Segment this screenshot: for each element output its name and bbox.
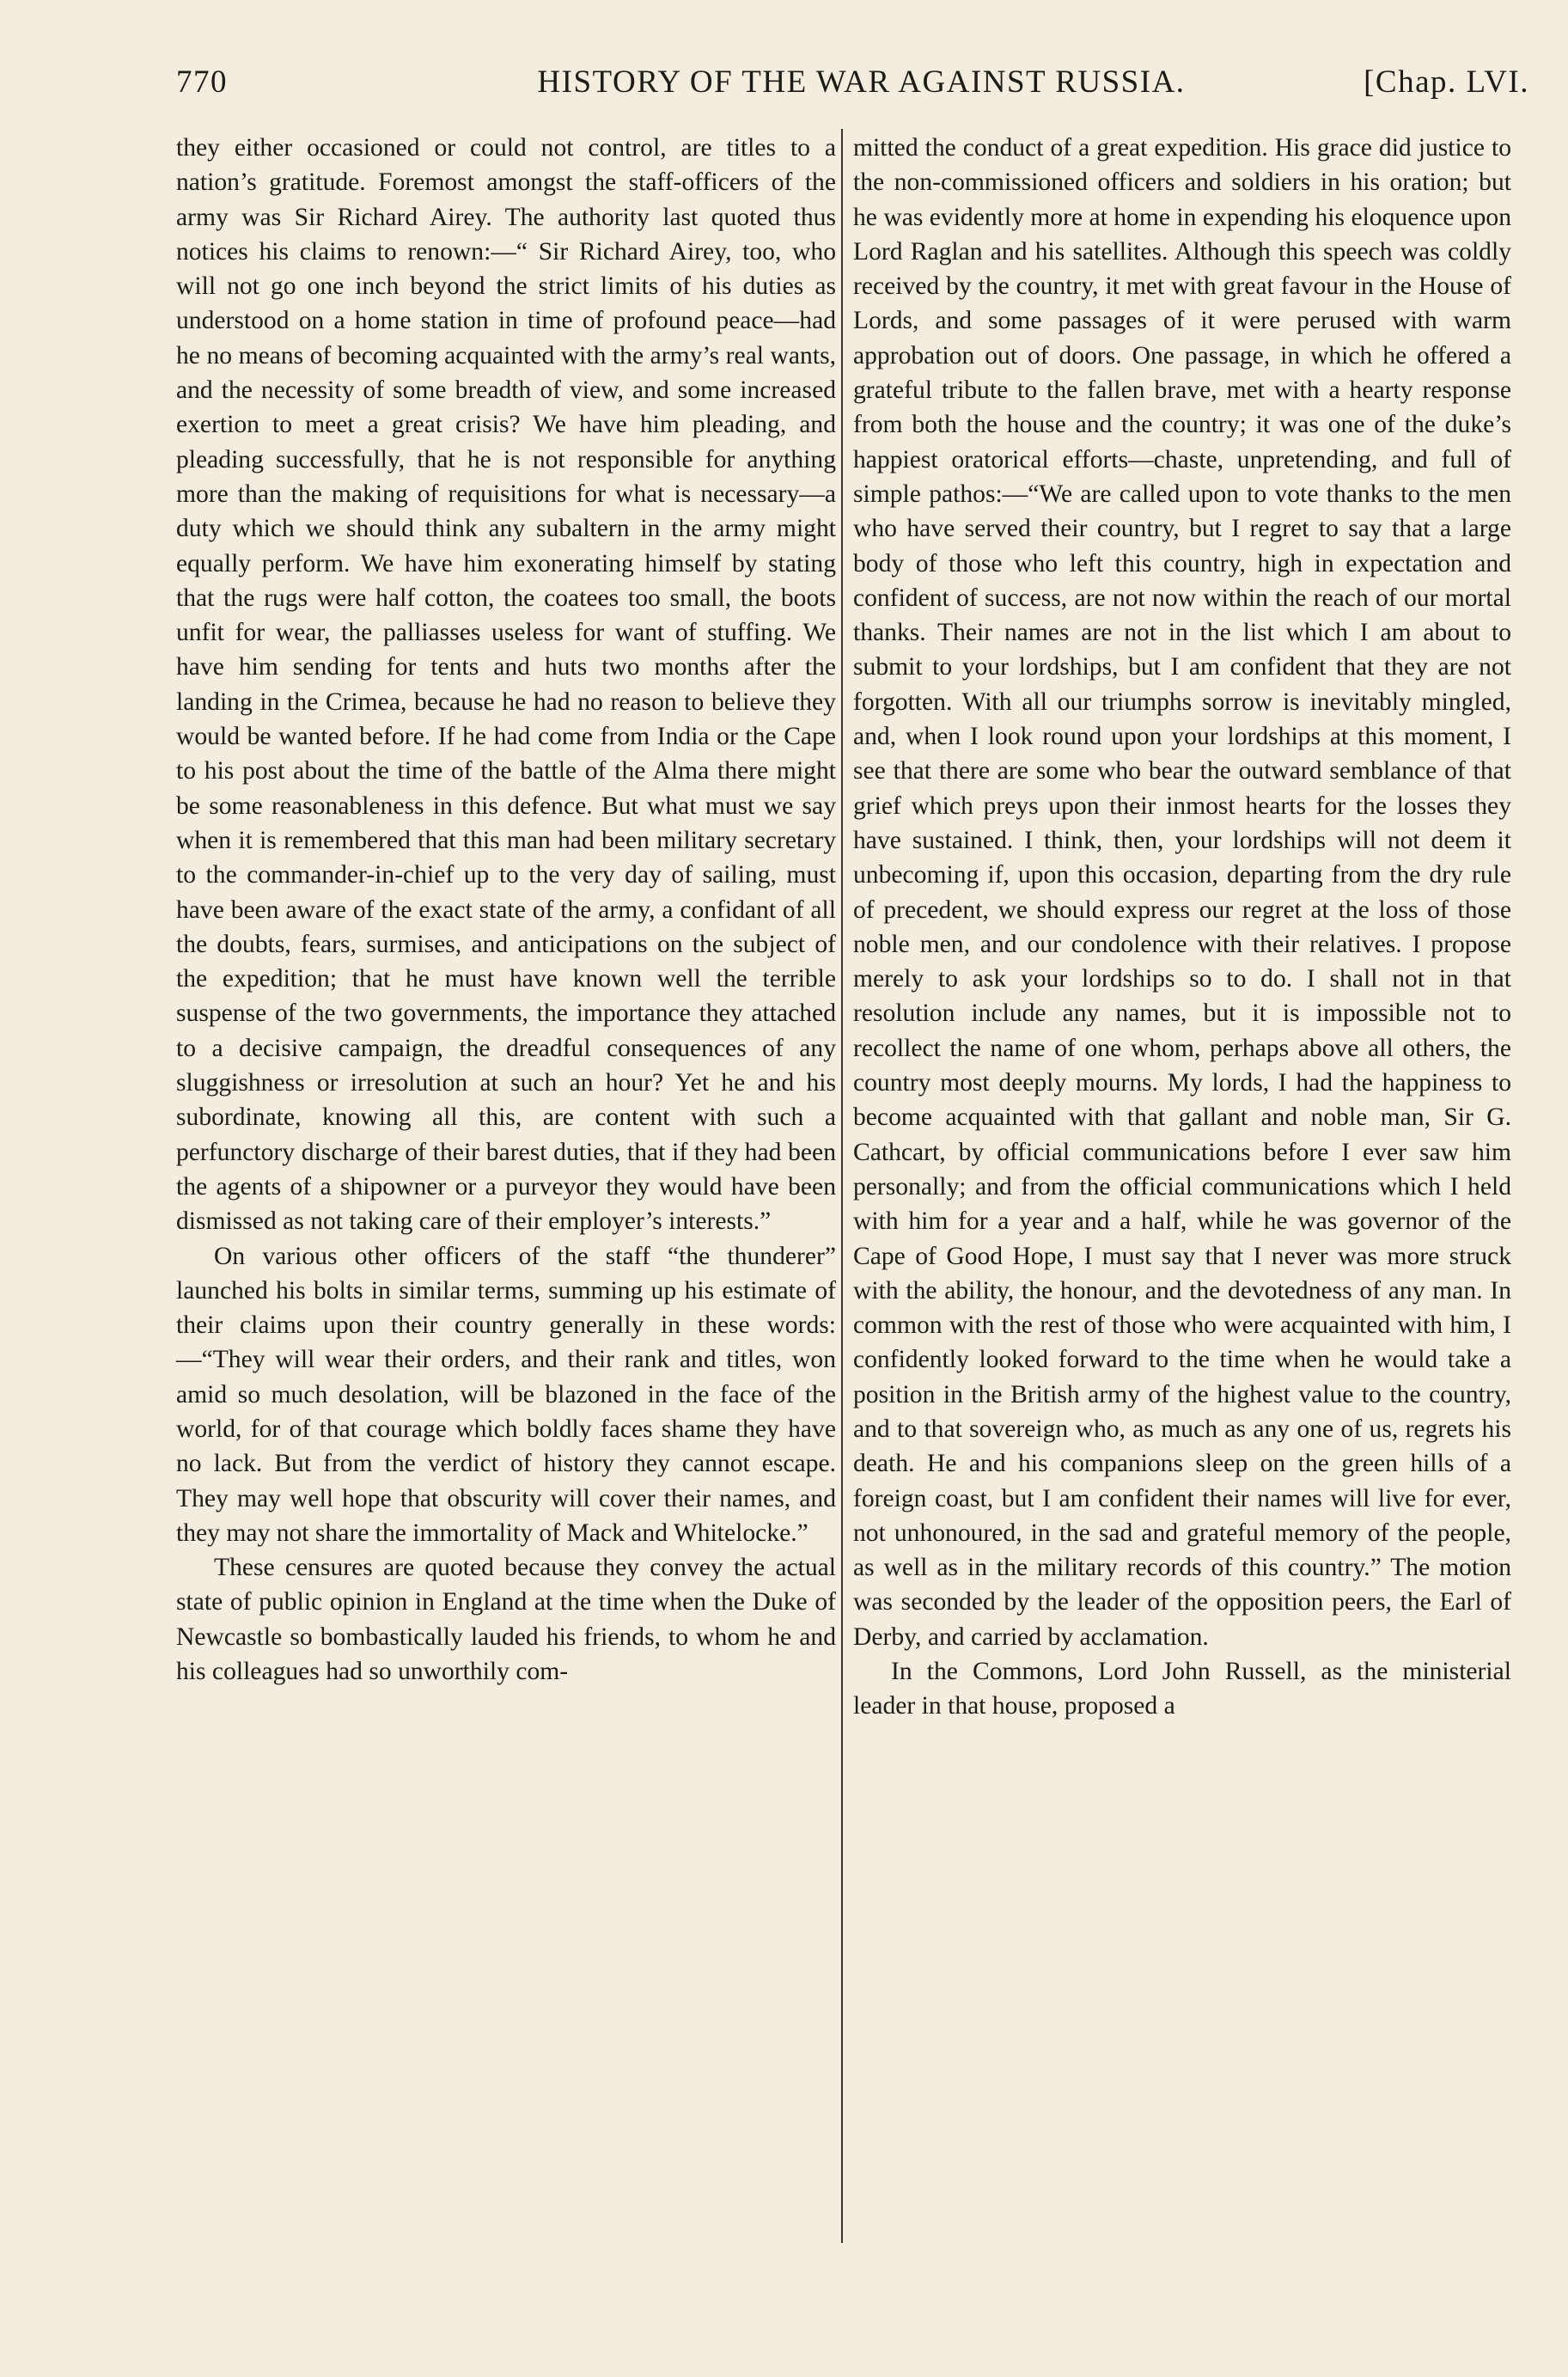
running-title: HISTORY OF THE WAR AGAINST RUSSIA. (537, 64, 1186, 100)
left-paragraph-1: they either occasioned or could not control, are titles to a nation’s gratitude. Foremost amongst the staff-officers of the army was Sir Richard Airey. The authority last quoted thus notices his claims to renown:—“ Sir Richard Airey, too, who will not go one inch beyond the strict limits of his duties as understood on a home station in time of profound peace—had he no means of becoming acquainted with the army’s real wants, and the necessity of some breadth of view, and some increased exertion to meet a great crisis? We have him pleading, and pleading successfully, that he is not responsible for anything more than the making of requisitions for what is necessary—a duty which we should think any subaltern in the army might equally perform. We have him exonerating himself by stating that the rugs were half cotton, the coatees too small, the boots unfit for wear, the palliasses useless for want of stuffing. We have him sending for tents and huts two months after the landing in the Crimea, because he had no reason to believe they would be wanted before. If he had come from India or the Cape to his post about the time of the battle of the Alma there might be some reasonableness in this defence. But what must we say when it is remembered that this man had been military secretary to the commander-in-chief up to the very day of sailing, must have been aware of the exact state of the army, a confidant of all the doubts, fears, surmises, and anticipations on the subject of the expedition; that he must have known well the terrible suspense of the two governments, the importance they attached to a decisive campaign, the dreadful consequences of any sluggishness or irresolution at such an hour? Yet he and his subordinate, knowing all this, are content with such a perfunctory discharge of their barest duties, that if they had been the agents of a shipowner or a purveyor they would have been dismissed as not taking care of their employer’s interests.” (176, 134, 836, 1236)
chapter-label: [Chap. LVI. (1364, 64, 1529, 100)
left-column (176, 131, 836, 1689)
column-divider (841, 129, 843, 2243)
right-paragraph-1: mitted the conduct of a great expedition. His grace did justice to the non-commissioned officers and soldiers in his oration; but he was evidently more at home in expending his eloquence upon Lord Raglan and his satellites. Although this speech was coldly received by the country, it met with great favour in the House of Lords, and some passages of it were perused with warm approbation out of doors. One passage, in which he offered a grateful tribute to the fallen brave, met with a hearty response from both the house and the country; it was one of the duke’s happiest oratorical efforts—chaste, unpretending, and full of simple pathos:—“We are called upon to vote thanks to the men who have served their country, but I regret to say that a large body of those who left this country, high in expectation and confident of success, are not now within the reach of our mortal thanks. Their names are not in the list which I am about to submit to your lordships, but I am confident that they are not forgotten. With all our triumphs sorrow is inevitably mingled, and, when I look round upon your lordships at this moment, I see that there are some who bear the outward semblance of that grief which preys upon their inmost hearts for the losses they have sustained. I think, then, your lordships will not deem it unbecoming if, upon this occasion, departing from the dry rule of precedent, we should express our regret at the loss of those noble men, and our condolence with their relatives. I propose merely to ask your lordships so to do. I shall not in that resolution include any names, but it is impossible not to recollect the name of one whom, perhaps above all others, the country most deeply mourns. My lords, I had the happiness to become acquainted with that gallant and noble man, Sir G. Cathcart, by official communications before I ever saw him personally; and from the official communications which I held with him for a year and a half, while he was governor of the Cape of Good Hope, I must say that I never was more struck with the ability, the honour, and the devotedness of any man. In common with the rest of those who were acquainted with him, I confidently looked forward to the time when he would take a position in the British army of the highest value to the country, and to that sovereign who, as much as any one of us, regrets his death. He and his companions sleep on the green hills of a foreign coast, but I am confident their names will live for ever, not unhonoured, in the sad and grateful memory of the people, as well as in the military records of this country.” The motion was seconded by the leader of the opposition peers, the Earl of Derby, and carried by acclamation. (853, 134, 1511, 1651)
left-paragraph-3: These censures are quoted because they convey the actual state of public opinion in England at the time when the Duke of Newcastle so bombastically lauded his friends, to whom he and his colleagues had so unworthily com- (176, 1554, 836, 1686)
left-paragraph-2: On various other officers of the staff “the thunderer” launched his bolts in similar terms, summing up his estimate of their claims upon their country generally in these words:—“They will wear their orders, and their rank and titles, won amid so much desolation, will be blazoned in the face of the world, for of that courage which boldly faces shame they have no lack. But from the verdict of history they cannot escape. They may well hope that obscurity will cover their names, and they may not share the immortality of Mack and Whitelocke.” (176, 1242, 836, 1547)
right-paragraph-2: In the Commons, Lord John Russell, as the ministerial leader in that house, proposed a (853, 1658, 1511, 1720)
right-column (853, 131, 1511, 1724)
page-header (176, 58, 1529, 110)
page-number: 770 (176, 64, 228, 100)
